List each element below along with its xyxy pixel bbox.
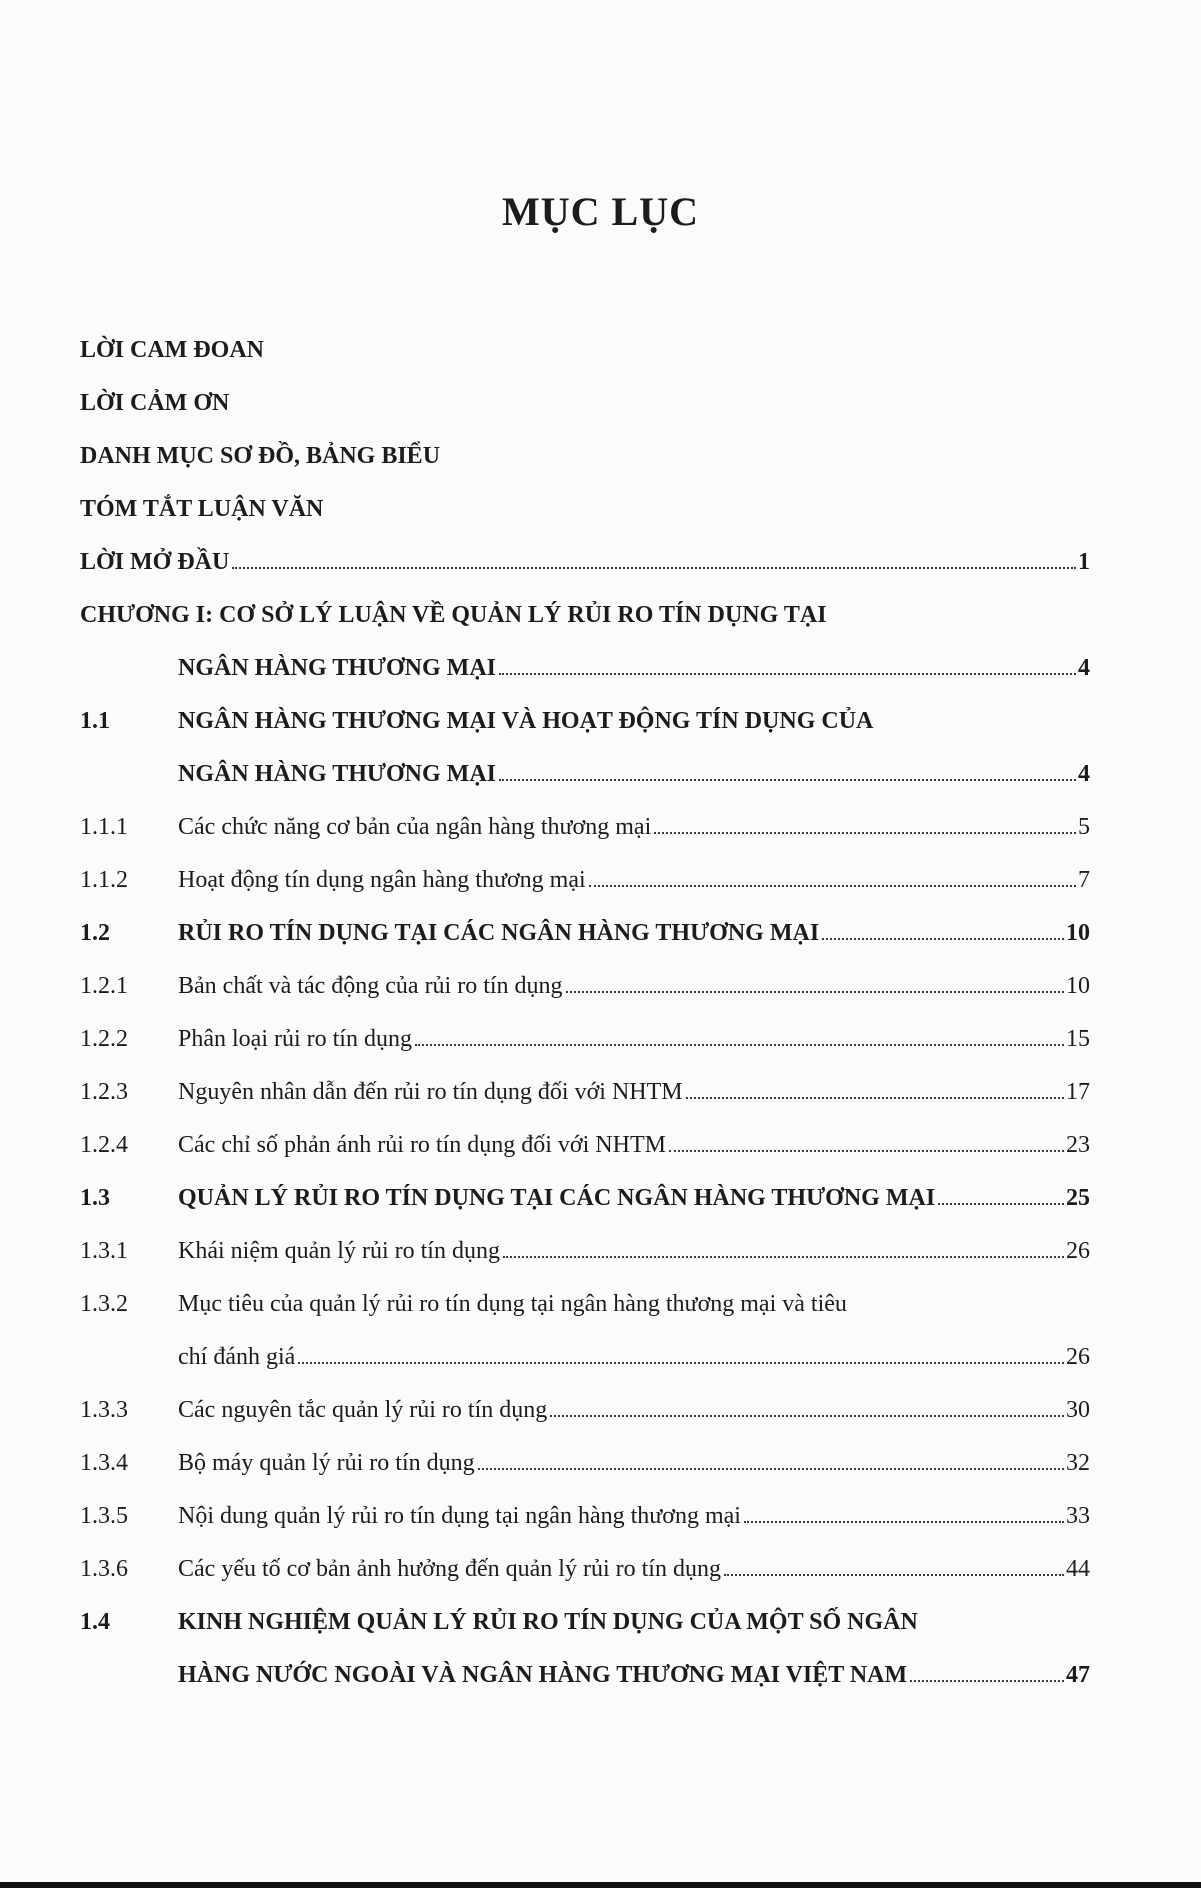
toc-entry-title: Hoạt động tín dụng ngân hàng thương mại: [178, 867, 586, 893]
toc-entry-title: Phân loại rủi ro tín dụng: [178, 1026, 412, 1052]
toc-page-number: 10: [1066, 973, 1090, 999]
toc-dot-leader: [415, 1044, 1064, 1046]
toc-dot-leader: [822, 938, 1064, 940]
toc-entry-number: 1.1.2: [80, 867, 128, 893]
toc-entry-title: Các yếu tố cơ bản ảnh hưởng đến quản lý rủi ro tín dụng: [178, 1556, 721, 1582]
toc-page-number: 5: [1078, 814, 1090, 840]
toc-dot-leader: [550, 1415, 1064, 1417]
toc-page-number: 17: [1066, 1079, 1090, 1105]
toc-entry: [80, 1337, 1090, 1377]
toc-entry-title: LỜI MỞ ĐẦU: [80, 549, 230, 575]
toc-entry-title: CHƯƠNG I: CƠ SỞ LÝ LUẬN VỀ QUẢN LÝ RỦI RO TÍN DỤNG TẠI: [80, 602, 827, 628]
toc-entry: [80, 860, 1090, 900]
toc-entry-title: Bộ máy quản lý rủi ro tín dụng: [178, 1450, 475, 1476]
toc-entry-number: 1.2.3: [80, 1079, 128, 1105]
toc-dot-leader: [938, 1203, 1064, 1205]
toc-entry-title: LỜI CAM ĐOAN: [80, 337, 264, 363]
toc-entry-title: NGÂN HÀNG THƯƠNG MẠI: [178, 655, 496, 681]
toc-dot-leader: [232, 567, 1076, 569]
toc-entry: [80, 383, 1090, 423]
toc-entry: [80, 701, 1090, 741]
toc-entry: [80, 1549, 1090, 1589]
toc-entry: [80, 1072, 1090, 1112]
toc-page-number: 7: [1078, 867, 1090, 893]
toc-entry-title: QUẢN LÝ RỦI RO TÍN DỤNG TẠI CÁC NGÂN HÀNG THƯƠNG MẠI: [178, 1185, 936, 1211]
toc-entry: [80, 542, 1090, 582]
toc-entry: [80, 489, 1090, 529]
toc-dot-leader: [503, 1256, 1064, 1258]
toc-entry-title: DANH MỤC SƠ ĐỒ, BẢNG BIỂU: [80, 443, 441, 469]
toc-dot-leader: [478, 1468, 1064, 1470]
toc-entry: [80, 1178, 1090, 1218]
toc-entry-title: KINH NGHIỆM QUẢN LÝ RỦI RO TÍN DỤNG CỦA MỘT SỐ NGÂN: [178, 1609, 918, 1635]
toc-entry-number: 1.2: [80, 920, 110, 946]
toc-entry-number: 1.3.3: [80, 1397, 128, 1423]
toc-dot-leader: [298, 1362, 1064, 1364]
toc-entry-title: HÀNG NƯỚC NGOÀI VÀ NGÂN HÀNG THƯƠNG MẠI VIỆT NAM: [178, 1662, 908, 1688]
toc-entry-number: 1.4: [80, 1609, 110, 1635]
toc-entry-title: Nội dung quản lý rủi ro tín dụng tại ngân hàng thương mại: [178, 1503, 741, 1529]
toc-entry-number: 1.2.1: [80, 973, 128, 999]
page-edge-shadow: [0, 1882, 1201, 1888]
toc-entry-title: LỜI CẢM ƠN: [80, 390, 230, 416]
toc-entry-number: 1.3.1: [80, 1238, 128, 1264]
toc-entry-number: 1.1.1: [80, 814, 128, 840]
toc-dot-leader: [499, 779, 1076, 781]
toc-entry: [80, 1602, 1090, 1642]
toc-entry: [80, 1390, 1090, 1430]
toc-entry-title: Khái niệm quản lý rủi ro tín dụng: [178, 1238, 500, 1264]
toc-entry: [80, 1443, 1090, 1483]
toc-entry: [80, 595, 1090, 635]
toc-entry-number: 1.2.2: [80, 1026, 128, 1052]
toc-dot-leader: [654, 832, 1076, 834]
toc-page-number: 32: [1066, 1450, 1090, 1476]
toc-dot-leader: [566, 991, 1064, 993]
toc-dot-leader: [499, 673, 1076, 675]
toc-dot-leader: [724, 1574, 1064, 1576]
toc-entry-title: chí đánh giá: [178, 1344, 296, 1370]
toc-page-number: 26: [1066, 1344, 1090, 1370]
toc-entry: [80, 1231, 1090, 1271]
toc-entry-title: TÓM TẮT LUẬN VĂN: [80, 496, 324, 522]
toc-entry-title: Các chỉ số phản ánh rủi ro tín dụng đối với NHTM: [178, 1132, 666, 1158]
toc-entry: [80, 1125, 1090, 1165]
toc-entry: [80, 436, 1090, 476]
toc-dot-leader: [669, 1150, 1064, 1152]
toc-dot-leader: [589, 885, 1076, 887]
toc-entry: [80, 330, 1090, 370]
toc-entry-title: Mục tiêu của quản lý rủi ro tín dụng tại ngân hàng thương mại và tiêu: [178, 1291, 847, 1317]
toc-page-number: 47: [1066, 1662, 1090, 1688]
table-of-contents: [80, 330, 1090, 1708]
toc-entry: [80, 1284, 1090, 1324]
toc-entry-number: 1.2.4: [80, 1132, 128, 1158]
toc-page-number: 33: [1066, 1503, 1090, 1529]
toc-entry: [80, 1019, 1090, 1059]
toc-page-number: 15: [1066, 1026, 1090, 1052]
toc-dot-leader: [744, 1521, 1064, 1523]
toc-dot-leader: [910, 1680, 1064, 1682]
toc-page-number: 26: [1066, 1238, 1090, 1264]
toc-entry: [80, 966, 1090, 1006]
toc-page-number: 30: [1066, 1397, 1090, 1423]
toc-entry: [80, 1496, 1090, 1536]
toc-entry: [80, 1655, 1090, 1695]
toc-entry-number: 1.3.5: [80, 1503, 128, 1529]
toc-dot-leader: [686, 1097, 1064, 1099]
toc-entry-title: Nguyên nhân dẫn đến rủi ro tín dụng đối với NHTM: [178, 1079, 683, 1105]
toc-entry-title: Các nguyên tắc quản lý rủi ro tín dụng: [178, 1397, 548, 1423]
toc-entry-title: Bản chất và tác động của rủi ro tín dụng: [178, 973, 563, 999]
toc-entry-title: Các chức năng cơ bản của ngân hàng thương mại: [178, 814, 652, 840]
toc-page-number: 1: [1078, 549, 1090, 575]
toc-entry: [80, 754, 1090, 794]
toc-entry-title: RỦI RO TÍN DỤNG TẠI CÁC NGÂN HÀNG THƯƠNG MẠI: [178, 920, 820, 946]
toc-page-number: 25: [1066, 1185, 1090, 1211]
toc-entry-title: NGÂN HÀNG THƯƠNG MẠI: [178, 761, 496, 787]
toc-entry-number: 1.3.4: [80, 1450, 128, 1476]
toc-entry-number: 1.3: [80, 1185, 110, 1211]
toc-entry: [80, 648, 1090, 688]
toc-entry-number: 1.3.2: [80, 1291, 128, 1317]
toc-page-number: 23: [1066, 1132, 1090, 1158]
toc-page-number: 4: [1078, 655, 1090, 681]
toc-entry: [80, 913, 1090, 953]
toc-entry-title: NGÂN HÀNG THƯƠNG MẠI VÀ HOẠT ĐỘNG TÍN DỤNG CỦA: [178, 708, 874, 734]
toc-page-number: 10: [1066, 920, 1090, 946]
toc-page-number: 4: [1078, 761, 1090, 787]
page-title: MỤC LỤC: [502, 189, 699, 234]
toc-page-number: 44: [1066, 1556, 1090, 1582]
toc-entry-number: 1.3.6: [80, 1556, 128, 1582]
toc-entry-number: 1.1: [80, 708, 110, 734]
toc-entry: [80, 807, 1090, 847]
